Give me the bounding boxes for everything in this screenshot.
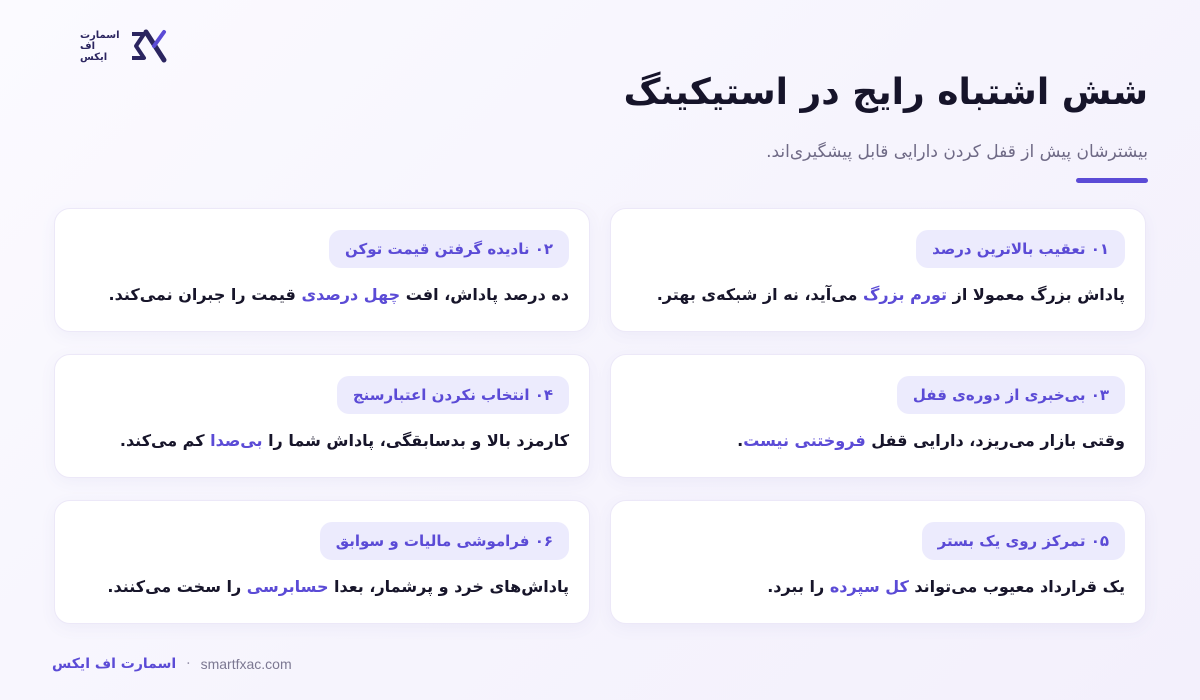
card-text-post: را ببرد. [767, 577, 830, 596]
logo-line-2: اف [80, 40, 96, 52]
footer-separator: · [186, 656, 191, 672]
mistake-card-04 [54, 354, 590, 478]
card-description [767, 577, 1125, 596]
card-text-post: می‌آید، نه از شبکه‌ی بهتر. [656, 285, 863, 304]
card-description [107, 577, 569, 596]
card-description [109, 285, 569, 304]
card-text-pre: پاداش بزرگ معمولا از [947, 285, 1125, 304]
footer [52, 656, 292, 672]
card-text-pre: کارمزد بالا و بدسابقگی، پاداش شما را [262, 431, 569, 450]
card-description [737, 431, 1125, 450]
card-label-badge: ۰۴ انتخاب نکردن اعتبارسنج [337, 376, 569, 414]
mistake-card-01 [610, 208, 1146, 332]
card-description [120, 431, 569, 450]
card-text-highlight: تورم بزرگ [862, 285, 948, 304]
card-text-post: قیمت را جبران نمی‌کند. [108, 285, 302, 304]
card-label-badge: ۰۱ تعقیب بالاترین درصد [916, 230, 1125, 268]
card-label-badge: ۰۲ نادیده گرفتن قیمت توکن [329, 230, 569, 268]
title-underline [1076, 178, 1148, 183]
card-text-post: کم می‌کند. [119, 431, 211, 450]
card-text-pre: وقتی بازار می‌ریزد، دارایی قفل [865, 431, 1125, 450]
smartfx-logo-icon [126, 26, 170, 66]
card-text-pre: پاداش‌های خرد و پرشمار، بعدا [328, 577, 569, 596]
card-label-badge: ۰۶ فراموشی مالیات و سوابق [320, 522, 569, 560]
mistake-card-02 [54, 208, 590, 332]
card-text-highlight: چهل درصدی [301, 285, 401, 304]
page-title: شش اشتباه رایج در استیکینگ [623, 72, 1148, 113]
card-description [657, 285, 1125, 304]
card-text-post: را سخت می‌کنند. [107, 577, 247, 596]
card-text-highlight: حسابرسی [246, 577, 329, 596]
logo-line-1: اسمارت [80, 29, 120, 41]
card-text-highlight: فروختنی نیست [743, 431, 866, 450]
card-label-badge: ۰۳ بی‌خبری از دوره‌ی قفل [897, 376, 1125, 414]
page-subtitle: بیشترشان پیش از قفل کردن دارایی قابل پیشگیری‌اند. [766, 142, 1148, 162]
footer-website-link[interactable]: smartfxac.com [200, 656, 292, 672]
logo-line-3: ایکس [80, 51, 108, 63]
card-text-highlight: بی‌صدا [210, 431, 263, 450]
mistake-card-06 [54, 500, 590, 624]
footer-brand: اسمارت اف ایکس [52, 656, 177, 672]
logo-text [80, 30, 120, 63]
card-text-pre: یک قرارداد معیوب می‌تواند [908, 577, 1125, 596]
brand-logo [80, 24, 172, 68]
card-text-pre: ده درصد پاداش، افت [400, 285, 569, 304]
mistake-card-05 [610, 500, 1146, 624]
mistake-card-03 [610, 354, 1146, 478]
card-label-badge: ۰۵ تمرکز روی یک بستر [922, 522, 1125, 560]
card-text-highlight: کل سپرده [829, 577, 909, 596]
card-text-post: . [737, 431, 744, 450]
